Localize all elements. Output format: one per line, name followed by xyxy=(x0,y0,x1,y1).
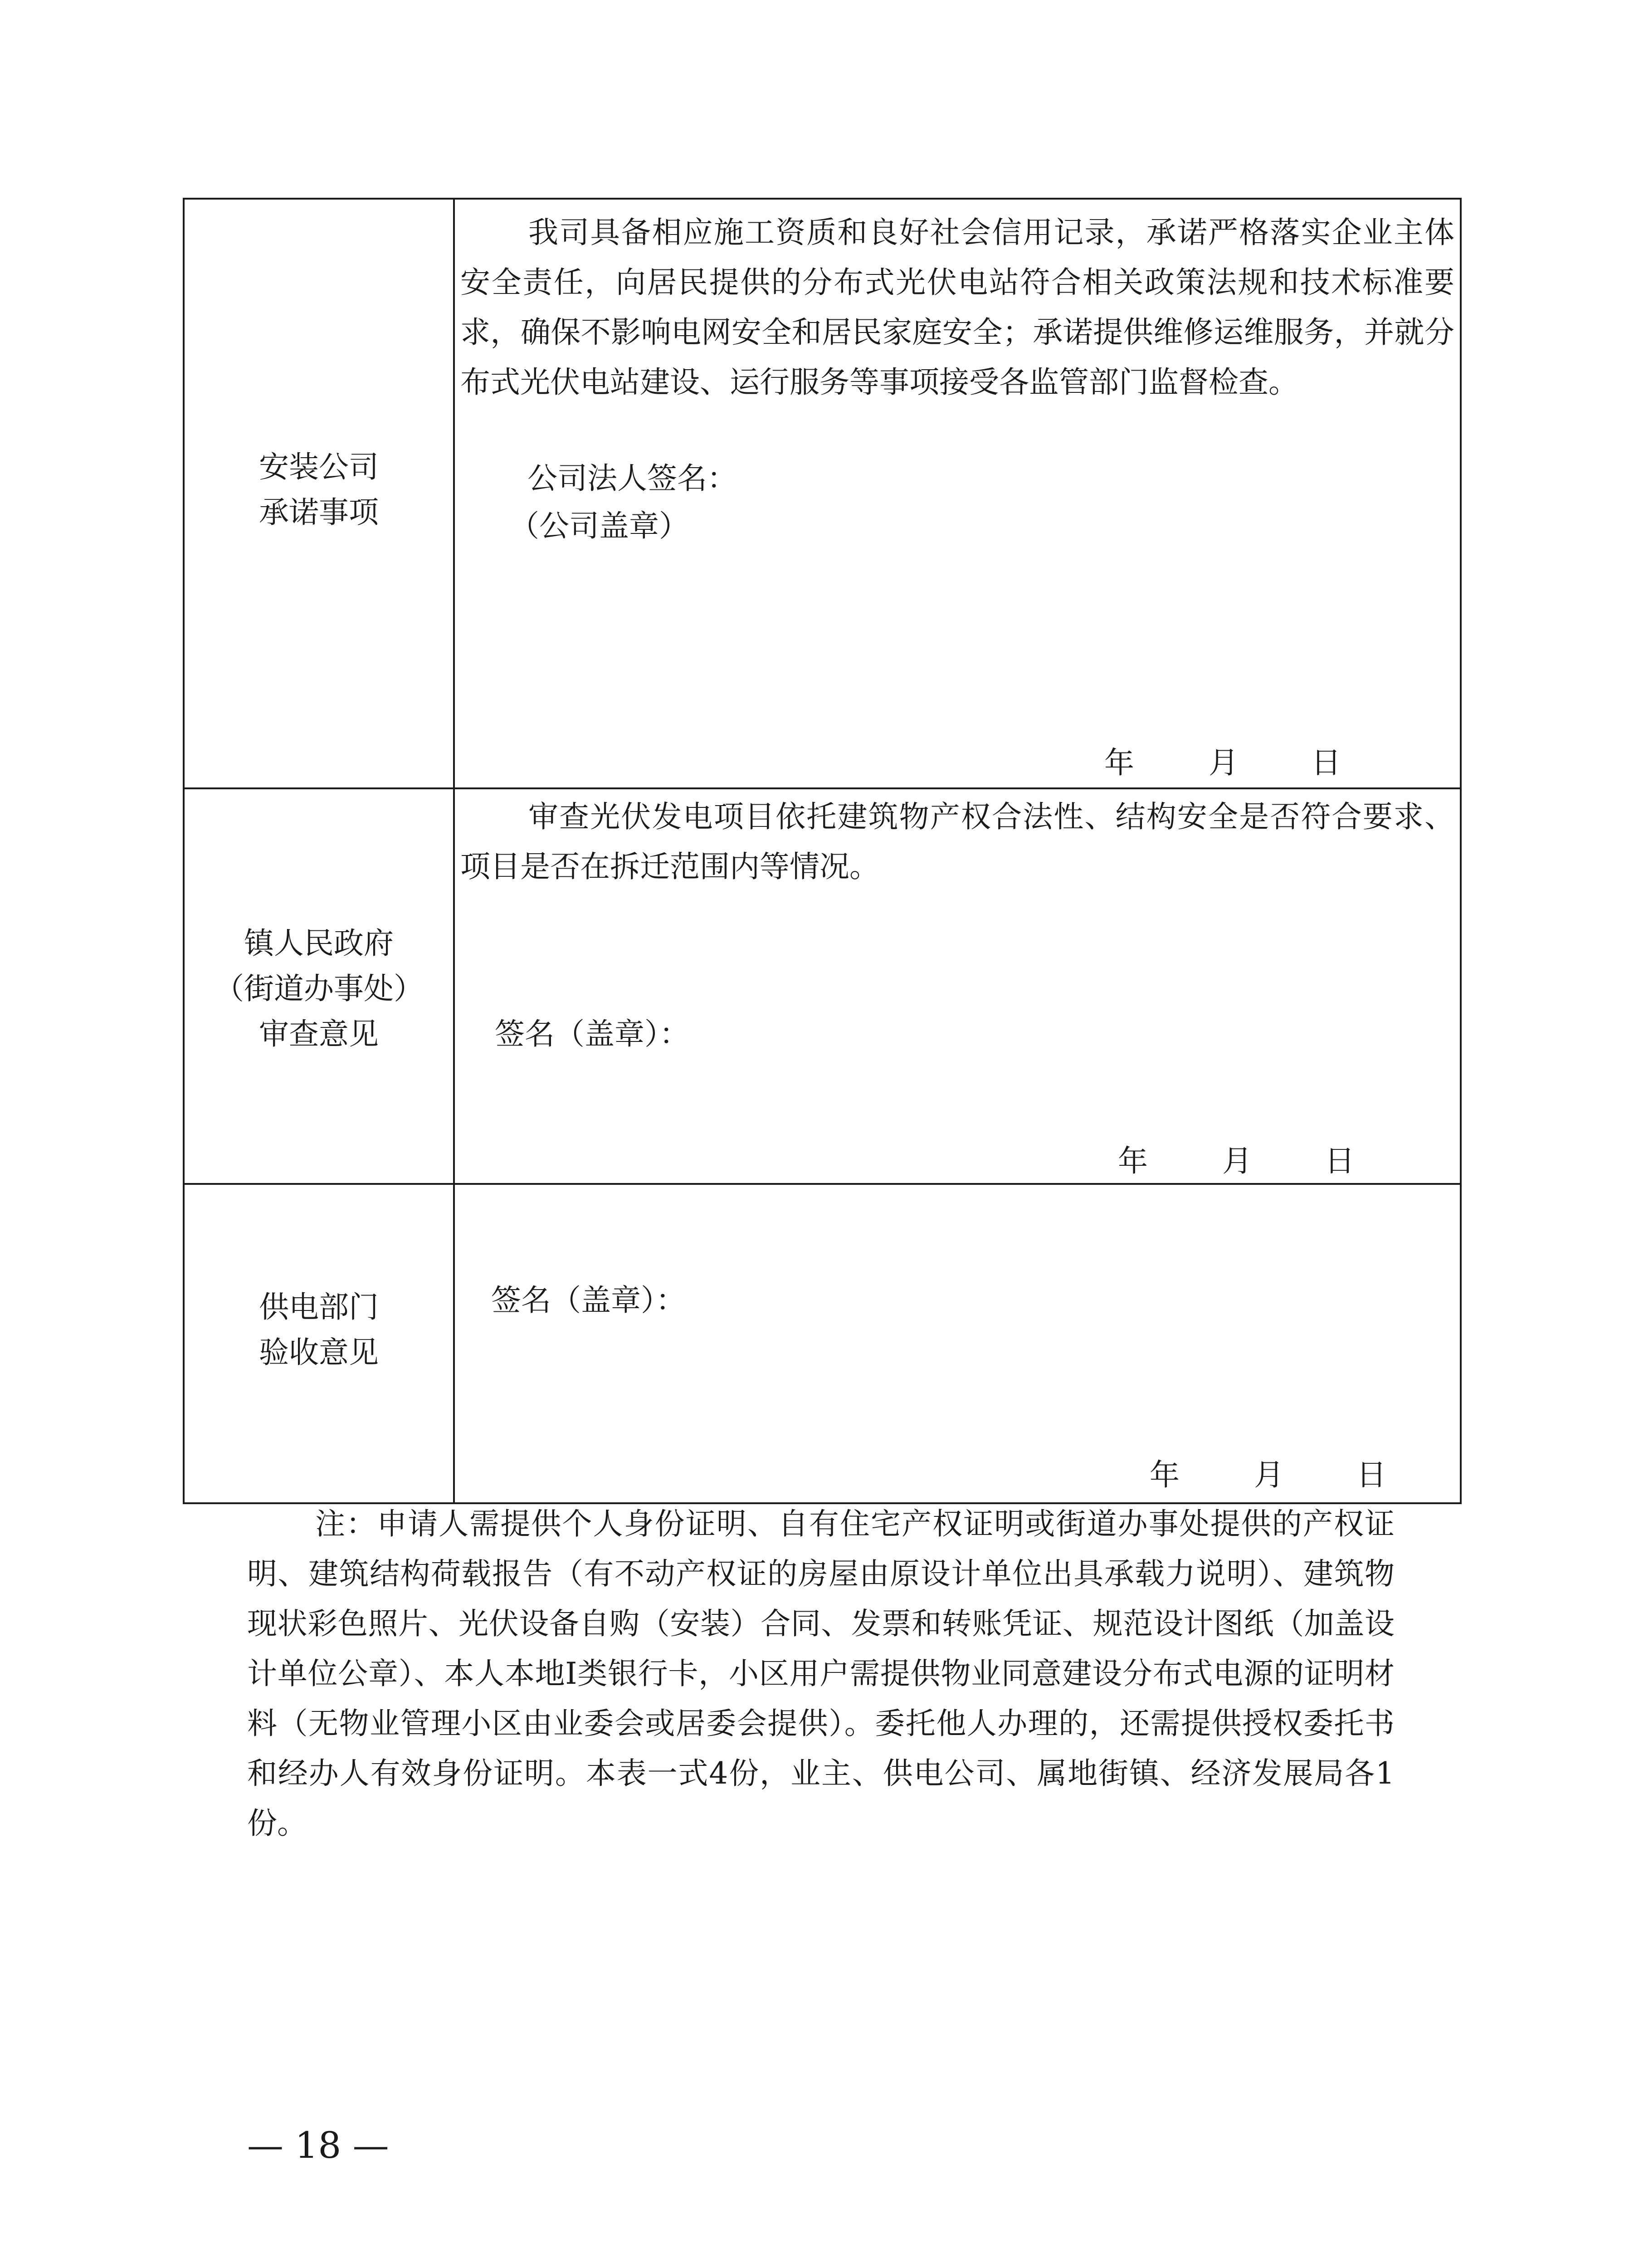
date-line xyxy=(1118,1139,1355,1184)
content-cell-town xyxy=(454,788,1461,1184)
application-form-table xyxy=(183,198,1462,1504)
table-row-installer-commitment xyxy=(184,199,1461,788)
date-year: 年 xyxy=(1150,1457,1180,1492)
date-year: 年 xyxy=(1104,745,1134,780)
date-day: 日 xyxy=(1356,1457,1386,1492)
row-label-line: 安装公司 xyxy=(259,450,379,484)
date-year: 年 xyxy=(1118,1144,1148,1178)
table-row-town-review xyxy=(184,788,1461,1184)
label-cell-installer xyxy=(184,199,454,788)
legal-person-signature-label: 公司法人签名： xyxy=(527,461,737,496)
page-number: — 18 — xyxy=(247,2124,389,2166)
company-seal-label: （公司盖章） xyxy=(509,508,689,543)
row-label-line: 供电部门 xyxy=(259,1290,379,1325)
signature-seal-label: 签名（盖章）： xyxy=(495,1017,689,1051)
row-label-line: 承诺事项 xyxy=(259,495,379,530)
date-line xyxy=(1150,1452,1386,1498)
content-cell-power xyxy=(454,1184,1461,1503)
date-month: 月 xyxy=(1209,745,1239,780)
date-day: 日 xyxy=(1325,1144,1355,1178)
review-paragraph: 审查光伏发电项目依托建筑物产权合法性、结构安全是否符合要求、项目是否在拆迁范围内等情况。 xyxy=(460,799,1454,884)
signature-seal-label: 签名（盖章）： xyxy=(491,1283,686,1318)
row-label-line: 审查意见 xyxy=(259,1017,379,1051)
label-cell-power xyxy=(184,1184,454,1503)
row-label-line: 镇人民政府 xyxy=(244,926,394,961)
date-day: 日 xyxy=(1311,745,1341,780)
table-row-power-acceptance xyxy=(184,1184,1461,1503)
label-cell-town xyxy=(184,788,454,1184)
content-cell-installer xyxy=(454,199,1461,788)
date-month: 月 xyxy=(1254,1457,1284,1492)
date-month: 月 xyxy=(1222,1144,1252,1178)
row-label-line: 验收意见 xyxy=(259,1335,379,1370)
date-line xyxy=(1104,740,1341,786)
commitment-paragraph: 我司具备相应施工资质和良好社会信用记录，承诺严格落实企业主体安全责任，向居民提供的分布式光伏电站符合相关政策法规和技术标准要求，确保不影响电网安全和居民家庭安全；承诺提供维修运维服务，并就分布式光伏电站建设、运行服务等事项接受各监管部门监督检查。 xyxy=(460,215,1454,400)
row-label-line: （街道办事处） xyxy=(214,971,424,1006)
note-paragraph: 注：申请人需提供个人身份证明、自有住宅产权证明或街道办事处提供的产权证明、建筑结构荷载报告（有不动产权证的房屋由原设计单位出具承载力说明）、建筑物现状彩色照片、光伏设备自购（安装）合同、发票和转账凭证、规范设计图纸（加盖设计单位公章）、本人本地Ⅰ类银行卡，小区用户需提供物业同意建设分布式电源的证明材料（无物业管理小区由业委会或居委会提供）。委托他人办理的，还需提供授权委托书和经办人有效身份证明。本表一式4份，业主、供电公司、属地街镇、经济发展局各1份。 xyxy=(247,1506,1395,1841)
